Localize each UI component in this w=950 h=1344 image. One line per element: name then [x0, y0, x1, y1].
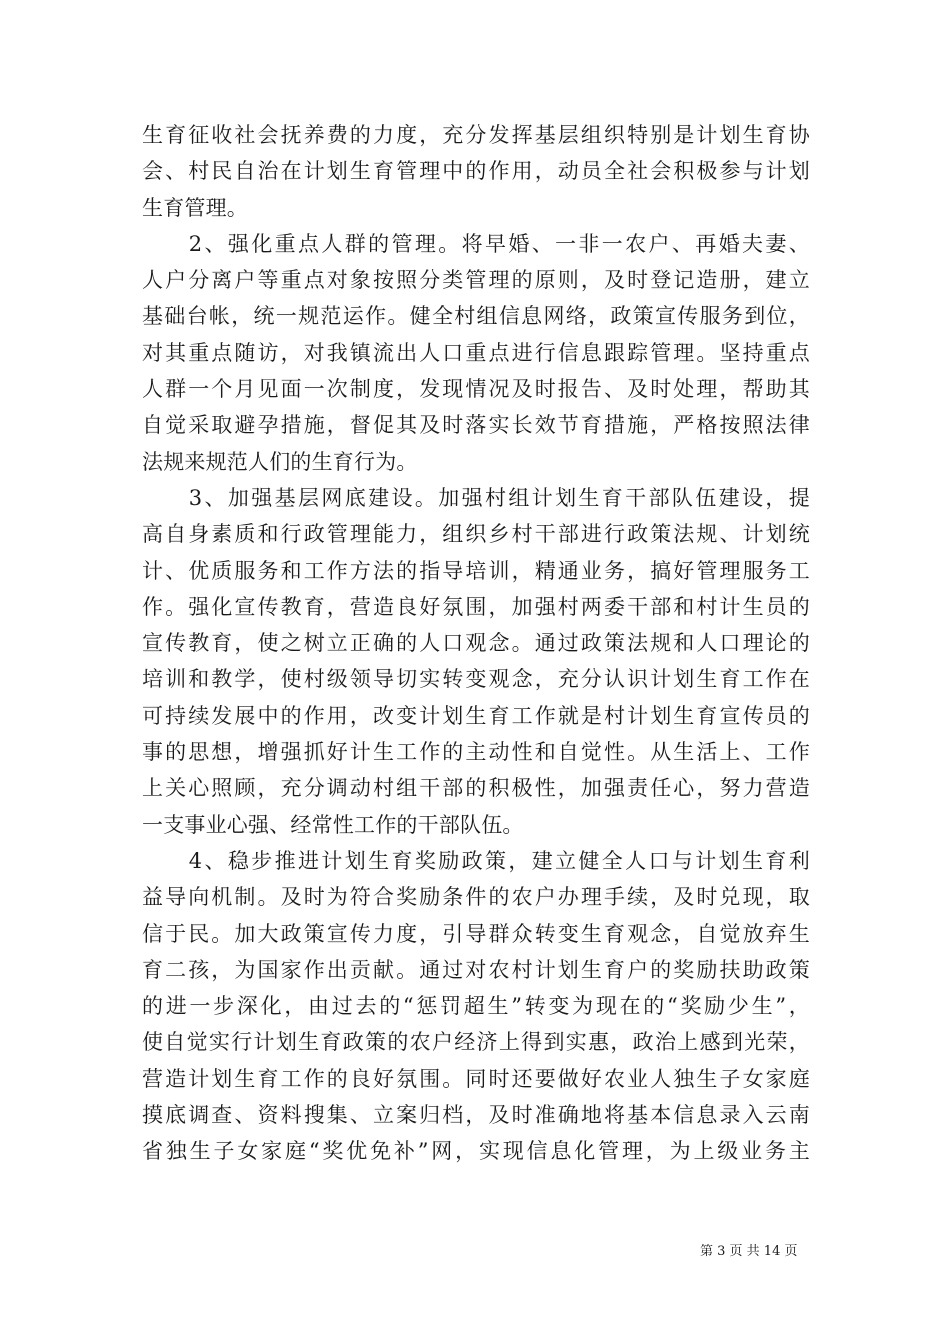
text-line: 2、强化重点人群的管理。将早婚、一非一农户、再婚夫妻、 — [142, 231, 810, 256]
body-text — [142, 117, 810, 1170]
text-line: 信于民。加大政策宣传力度，引导群众转变生育观念，自觉放弃生 — [142, 921, 810, 946]
text-line: 3、加强基层网底建设。加强村组计划生育干部队伍建设，提 — [142, 485, 810, 510]
text-line: 基础台帐，统一规范运作。健全村组信息网络，政策宣传服务到位， — [142, 304, 810, 329]
text-line: 培训和教学，使村级领导切实转变观念，充分认识计划生育工作在 — [142, 667, 810, 692]
text-line: 省独生子女家庭“奖优免补”网，实现信息化管理，为上级业务主 — [142, 1139, 810, 1164]
text-line: 高自身素质和行政管理能力，组织乡村干部进行政策法规、计划统 — [142, 522, 810, 547]
text-line: 营造计划生育工作的良好氛围。同时还要做好农业人独生子女家庭 — [142, 1066, 810, 1091]
text-line: 4、稳步推进计划生育奖励政策，建立健全人口与计划生育利 — [142, 848, 810, 873]
text-line: 使自觉实行计划生育政策的农户经济上得到实惠，政治上感到光荣， — [142, 1030, 810, 1055]
text-line: 生育征收社会抚养费的力度，充分发挥基层组织特别是计划生育协 — [142, 123, 810, 147]
text-line: 法规来规范人们的生育行为。 — [142, 449, 418, 474]
text-line: 一支事业心强、经常性工作的干部队伍。 — [142, 812, 524, 837]
text-line: 人群一个月见面一次制度，发现情况及时报告、及时处理，帮助其 — [142, 377, 810, 402]
text-line: 计、优质服务和工作方法的指导培训，精通业务，搞好管理服务工 — [142, 558, 810, 583]
text-line: 会、村民自治在计划生育管理中的作用，动员全社会积极参与计划 — [142, 159, 810, 184]
text-line: 生育管理。 — [142, 195, 248, 220]
text-line: 摸底调查、资料搜集、立案归档，及时准确地将基本信息录入云南 — [142, 1103, 810, 1128]
text-line: 宣传教育，使之树立正确的人口观念。通过政策法规和人口理论的 — [142, 631, 810, 656]
text-line: 的进一步深化，由过去的“惩罚超生”转变为现在的“奖励少生”， — [142, 994, 810, 1019]
text-line: 育二孩，为国家作出贡献。通过对农村计划生育户的奖励扶助政策 — [142, 957, 810, 982]
text-line: 益导向机制。及时为符合奖励条件的农户办理手续，及时兑现，取 — [142, 885, 810, 910]
text-line: 上关心照顾，充分调动村组干部的积极性，加强责任心，努力营造 — [142, 776, 810, 801]
text-line: 可持续发展中的作用，改变计划生育工作就是村计划生育宣传员的 — [142, 703, 810, 728]
page-number-footer: 第 3 页 共 14 页 — [700, 1244, 798, 1259]
text-line: 自觉采取避孕措施，督促其及时落实长效节育措施，严格按照法律 — [142, 413, 810, 438]
text-line: 对其重点随访，对我镇流出人口重点进行信息跟踪管理。坚持重点 — [142, 340, 810, 365]
text-line: 作。强化宣传教育，营造良好氛围，加强村两委干部和村计生员的 — [142, 594, 810, 619]
text-line: 事的思想，增强抓好计生工作的主动性和自觉性。从生活上、工作 — [142, 740, 810, 765]
text-line: 人户分离户等重点对象按照分类管理的原则，及时登记造册，建立 — [142, 268, 810, 293]
